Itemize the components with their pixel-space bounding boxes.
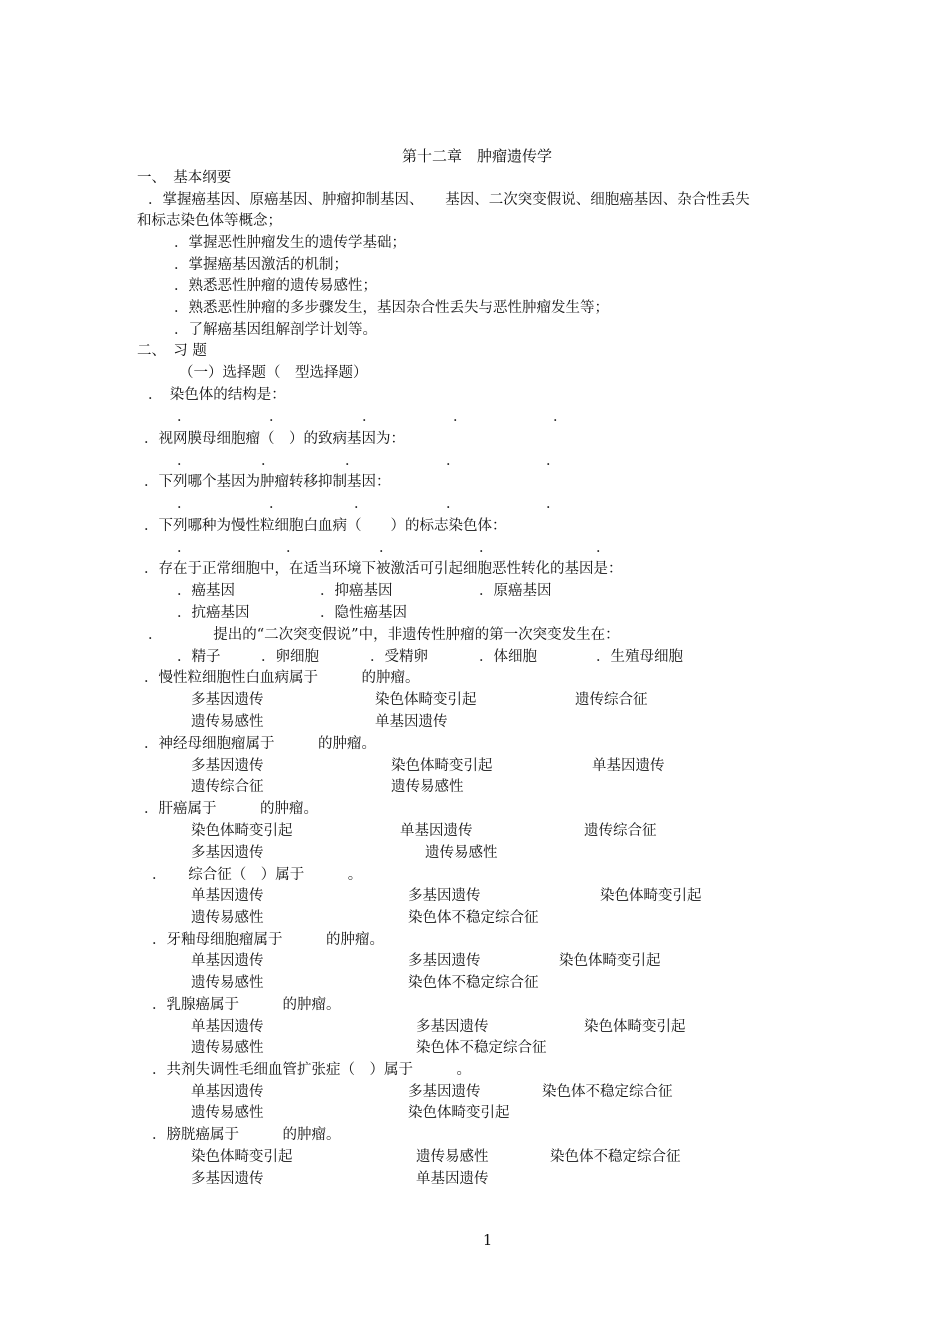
question-9-option-b: 单基因遗传 (400, 823, 473, 839)
question-5-option-e: ．隐性癌基因 (320, 605, 407, 621)
question-8-option-c: 单基因遗传 (592, 758, 665, 774)
question-7-stem: ．慢性粒细胞性白血病属于 的肿瘤。 (144, 670, 420, 686)
question-4-option-e: ． (596, 540, 611, 556)
question-13-option-d: 遗传易感性 (191, 1105, 264, 1121)
section-heading-outline: 一、 基本纲要 (137, 170, 232, 186)
chapter-title: 第十二章 肿瘤遗传学 (402, 147, 553, 165)
question-6-option-c: ．受精卵 (370, 649, 428, 665)
question-13-option-b: 多基因遗传 (408, 1084, 481, 1100)
question-1-option-c: ． (362, 409, 377, 425)
question-10-stem: ． 综合征（ ）属于 。 (152, 867, 363, 883)
question-13-option-a: 单基因遗传 (191, 1084, 264, 1100)
question-1-option-d: ． (453, 409, 468, 425)
subsection-heading-choice: （一）选择题（ 型选择题） (179, 365, 368, 381)
question-10-option-e: 染色体不稳定综合征 (408, 910, 539, 926)
question-5-option-b: ．抑癌基因 (320, 583, 393, 599)
question-11-option-d: 遗传易感性 (191, 975, 264, 991)
question-6-option-a: ．精子 (177, 649, 221, 665)
question-11-option-b: 多基因遗传 (408, 953, 481, 969)
question-2-option-b: ． (261, 453, 276, 469)
question-5-stem: ．存在于正常细胞中，在适当环境下被激活可引起细胞恶性转化的基因是： (144, 561, 623, 577)
question-1-option-b: ． (269, 409, 284, 425)
question-14-option-e: 单基因遗传 (416, 1171, 489, 1187)
question-7-option-c: 遗传综合征 (575, 692, 648, 708)
question-6-option-d: ．体细胞 (479, 649, 537, 665)
question-5-option-a: ．癌基因 (177, 583, 235, 599)
question-9-option-a: 染色体畸变引起 (191, 823, 293, 839)
question-1-option-a: ． (177, 409, 192, 425)
question-3-option-b: ． (269, 496, 284, 512)
question-12-option-d: 遗传易感性 (191, 1040, 264, 1056)
outline-item-1: ．掌握癌基因、原癌基因、肿瘤抑制基因、 基因、二次突变假说、细胞癌基因、杂合性丢失 (148, 192, 750, 208)
question-14-option-a: 染色体畸变引起 (191, 1149, 293, 1165)
question-12-option-a: 单基因遗传 (191, 1019, 264, 1035)
question-7-option-e: 单基因遗传 (375, 714, 448, 730)
question-2-option-e: ． (546, 453, 561, 469)
question-2-option-a: ． (177, 453, 192, 469)
question-8-option-e: 遗传易感性 (391, 779, 464, 795)
outline-item-2: ．掌握恶性肿瘤发生的遗传学基础； (174, 235, 406, 251)
question-3-option-c: ． (354, 496, 369, 512)
question-7-option-d: 遗传易感性 (191, 714, 264, 730)
question-4-option-a: ． (177, 540, 192, 556)
question-7-option-a: 多基因遗传 (191, 692, 264, 708)
question-11-option-a: 单基因遗传 (191, 953, 264, 969)
question-4-option-b: ． (286, 540, 301, 556)
outline-item-4: ．熟悉恶性肿瘤的遗传易感性； (174, 278, 377, 294)
question-2-stem: ．视网膜母细胞瘤（ ）的致病基因为： (144, 431, 405, 447)
question-12-stem: ．乳腺癌属于 的肿瘤。 (152, 997, 341, 1013)
outline-item-3: ．掌握癌基因激活的机制； (174, 257, 348, 273)
question-8-option-b: 染色体畸变引起 (391, 758, 493, 774)
outline-item-1-cont: 和标志染色体等概念； (137, 213, 282, 229)
question-12-option-c: 染色体畸变引起 (584, 1019, 686, 1035)
question-14-stem: ．膀胱癌属于 的肿瘤。 (152, 1127, 341, 1143)
page-number: 1 (483, 1233, 493, 1249)
section-heading-exercises: 二、 习 题 (137, 343, 207, 359)
question-7-option-b: 染色体畸变引起 (375, 692, 477, 708)
question-11-option-e: 染色体不稳定综合征 (408, 975, 539, 991)
outline-item-5: ．熟悉恶性肿瘤的多步骤发生，基因杂合性丢失与恶性肿瘤发生等； (174, 300, 609, 316)
question-14-option-d: 多基因遗传 (191, 1171, 264, 1187)
question-4-option-d: ． (479, 540, 494, 556)
question-8-option-d: 遗传综合征 (191, 779, 264, 795)
question-6-option-e: ．生殖母细胞 (596, 649, 683, 665)
question-14-option-b: 遗传易感性 (416, 1149, 489, 1165)
question-5-option-c: ．原癌基因 (479, 583, 552, 599)
question-3-stem: ．下列哪个基因为肿瘤转移抑制基因： (144, 474, 391, 490)
question-8-stem: ．神经母细胞瘤属于 的肿瘤。 (144, 736, 376, 752)
question-6-option-b: ．卵细胞 (261, 649, 319, 665)
question-11-stem: ．牙釉母细胞瘤属于 的肿瘤。 (152, 932, 384, 948)
question-4-option-c: ． (379, 540, 394, 556)
question-3-option-d: ． (446, 496, 461, 512)
question-14-option-c: 染色体不稳定综合征 (550, 1149, 681, 1165)
question-9-option-e: 遗传易感性 (425, 845, 498, 861)
question-9-option-c: 遗传综合征 (584, 823, 657, 839)
question-3-option-a: ． (177, 496, 192, 512)
question-3-option-e: ． (546, 496, 561, 512)
question-10-option-c: 染色体畸变引起 (600, 888, 702, 904)
outline-item-6: ．了解癌基因组解剖学计划等。 (174, 322, 377, 338)
question-10-option-b: 多基因遗传 (408, 888, 481, 904)
question-12-option-e: 染色体不稳定综合征 (416, 1040, 547, 1056)
question-4-stem: ．下列哪种为慢性粒细胞白血病（ ）的标志染色体： (144, 518, 507, 534)
question-2-option-d: ． (446, 453, 461, 469)
question-8-option-a: 多基因遗传 (191, 758, 264, 774)
question-12-option-b: 多基因遗传 (416, 1019, 489, 1035)
question-9-stem: ．肝癌属于 的肿瘤。 (144, 801, 318, 817)
question-13-option-c: 染色体不稳定综合征 (542, 1084, 673, 1100)
question-10-option-a: 单基因遗传 (191, 888, 264, 904)
question-5-option-d: ．抗癌基因 (177, 605, 250, 621)
question-13-stem: ．共剂失调性毛细血管扩张症（ ）属于 。 (152, 1062, 471, 1078)
question-6-stem: ． 提出的“二次突变假说”中，非遗传性肿瘤的第一次突变发生在： (148, 627, 620, 643)
question-1-option-e: ． (553, 409, 568, 425)
question-9-option-d: 多基因遗传 (191, 845, 264, 861)
question-10-option-d: 遗传易感性 (191, 910, 264, 926)
question-13-option-e: 染色体畸变引起 (408, 1105, 510, 1121)
question-2-option-c: ． (345, 453, 360, 469)
question-1-stem: ． 染色体的结构是： (148, 387, 286, 403)
question-11-option-c: 染色体畸变引起 (559, 953, 661, 969)
